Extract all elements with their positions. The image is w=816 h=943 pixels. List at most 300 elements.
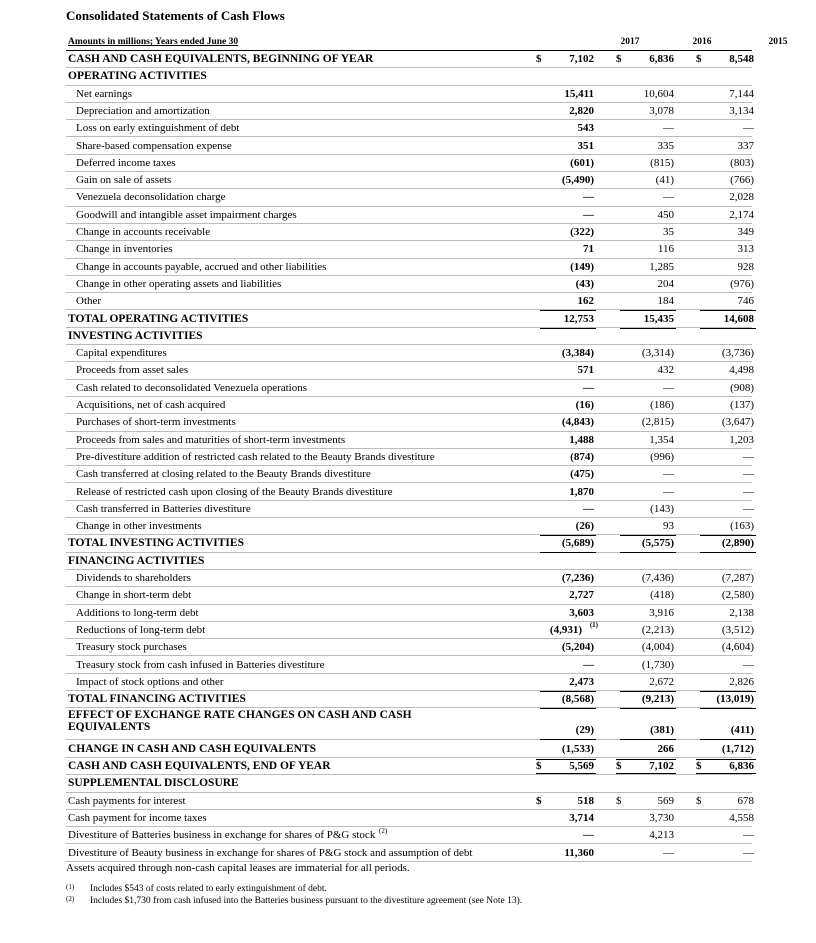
value: (137)	[730, 399, 754, 411]
value-2015	[696, 537, 756, 551]
row-label: Proceeds from sales and maturities of short-term investments	[76, 433, 346, 446]
table-row	[66, 172, 752, 189]
column-header	[66, 36, 788, 51]
value: 4,558	[729, 811, 754, 824]
value-2017	[536, 537, 596, 551]
value: (2,815)	[641, 416, 674, 429]
value-2016	[616, 434, 676, 448]
value: (3,384)	[561, 347, 594, 360]
value-2015	[696, 313, 756, 327]
value-2017	[536, 468, 596, 482]
row-label: Change in accounts payable, accrued and other liabilities	[76, 260, 327, 273]
section-heading	[66, 553, 752, 570]
value-2017	[536, 88, 596, 102]
value: (1,712)	[721, 742, 754, 755]
value: (803)	[730, 156, 754, 169]
value: 518	[577, 794, 594, 807]
value-2017	[536, 812, 596, 826]
table-row	[66, 793, 752, 810]
value-2016	[616, 537, 676, 551]
value: 2,727	[569, 589, 594, 602]
value: —	[583, 381, 594, 394]
value-2015	[696, 676, 756, 690]
value-2016	[616, 693, 676, 707]
value: —	[583, 191, 594, 204]
value-2017	[536, 451, 596, 465]
currency-symbol: $	[536, 794, 542, 807]
row-label: Change in other operating assets and liabilities	[76, 277, 282, 290]
value: 162	[577, 295, 594, 308]
row-label: Capital expenditures	[76, 347, 167, 360]
value: 543	[577, 122, 594, 135]
value: —	[663, 468, 674, 481]
value-2017	[536, 693, 596, 707]
value: 450	[657, 208, 674, 221]
value-2016	[616, 847, 676, 861]
value: 2,138	[729, 606, 754, 619]
value: —	[663, 191, 674, 204]
value-2016	[616, 759, 676, 774]
value: (5,204)	[561, 641, 594, 654]
row-label: Other	[76, 295, 102, 308]
table-row	[66, 397, 752, 414]
row-label: Change in short-term debt	[76, 589, 192, 602]
row-label: Change in other investments	[76, 520, 202, 533]
table-row	[66, 845, 752, 862]
row-label: INVESTING ACTIVITIES	[68, 329, 203, 342]
value-2016	[616, 140, 676, 154]
value: 11,360	[564, 846, 594, 859]
footnote-text: Includes $1,730 from cash infused into the Batteries business pursuant to the divestiture agreement (see Note 13).	[90, 896, 523, 906]
row-label: Change in accounts receivable	[76, 226, 211, 238]
row-label: Proceeds from asset sales	[76, 364, 189, 377]
value: 5,569	[569, 760, 594, 772]
value: —	[743, 450, 754, 463]
currency-symbol: $	[536, 760, 542, 772]
value: 3,730	[649, 811, 674, 824]
table-row	[66, 827, 752, 844]
value-2015	[696, 261, 756, 275]
table-row	[66, 380, 752, 397]
value: 3,134	[729, 104, 754, 117]
value-2016	[616, 812, 676, 826]
value-2016	[616, 589, 676, 603]
value-2015	[696, 693, 756, 707]
value-2016	[616, 399, 676, 413]
value: (601)	[570, 156, 594, 169]
row-label: Venezuela deconsolidation charge	[76, 191, 226, 204]
value: 349	[737, 226, 754, 238]
row-label: CASH AND CASH EQUIVALENTS, END OF YEAR	[68, 760, 331, 772]
row-label: Treasury stock purchases	[76, 641, 187, 654]
table-row	[66, 414, 752, 431]
table-row	[66, 587, 752, 604]
value-2016	[616, 451, 676, 465]
value: (2,213)	[641, 623, 674, 636]
section-heading	[66, 68, 752, 85]
value-2015	[696, 347, 756, 361]
value-2017	[536, 347, 596, 361]
row-label: Acquisitions, net of cash acquired	[76, 399, 226, 411]
value: (976)	[730, 277, 754, 290]
total-row	[66, 758, 752, 775]
value-2015	[696, 589, 756, 603]
value-2017	[536, 191, 596, 205]
value: (418)	[650, 589, 674, 602]
section-heading	[66, 775, 752, 792]
value: (3,314)	[641, 347, 674, 360]
year-2016: 2016	[692, 37, 712, 47]
value-2016	[616, 313, 676, 327]
row-label: TOTAL INVESTING ACTIVITIES	[68, 537, 244, 550]
value-2015	[696, 278, 756, 292]
value-2015	[696, 88, 756, 102]
value: 569	[657, 794, 674, 807]
value-2017	[536, 399, 596, 413]
value-2016	[616, 105, 676, 119]
value-2016	[616, 641, 676, 655]
value-2017	[536, 503, 596, 517]
value: (5,575)	[641, 537, 674, 550]
value-2017	[536, 209, 596, 223]
row-label: Cash transferred in Batteries divestiture	[76, 502, 251, 515]
value-2015	[696, 364, 756, 378]
table-row	[66, 570, 752, 587]
value: 184	[657, 295, 674, 308]
value: 4,498	[729, 364, 754, 377]
value-2017	[536, 847, 596, 861]
table-row	[66, 120, 752, 137]
value-2016	[616, 607, 676, 621]
row-label: CHANGE IN CASH AND CASH EQUIVALENTS	[68, 742, 317, 755]
value: 266	[657, 742, 674, 755]
value: (41)	[655, 174, 674, 187]
table-row	[66, 362, 752, 379]
table-row	[66, 293, 752, 310]
table-row	[66, 189, 752, 206]
value-2016	[616, 486, 676, 500]
value: 1,285	[649, 260, 674, 273]
value: (874)	[570, 450, 594, 463]
value-2015	[696, 105, 756, 119]
non-cash-note: Assets acquired through non-cash capital leases are immaterial for all periods.	[66, 862, 410, 874]
value-2015	[696, 607, 756, 621]
value-2015	[696, 847, 756, 861]
table-row	[66, 605, 752, 622]
footnote-ref: (2)	[379, 827, 388, 836]
value-2016	[616, 624, 676, 638]
value-2017	[536, 364, 596, 378]
footnote-ref: (1)	[589, 620, 598, 629]
value-2015	[696, 53, 756, 67]
value-2017	[536, 676, 596, 690]
value: (4,843)	[561, 416, 594, 429]
value-2017	[536, 434, 596, 448]
row-label: Additions to long-term debt	[76, 606, 199, 619]
value: (8,568)	[561, 693, 594, 706]
value: (5,490)	[561, 174, 594, 187]
value-2017	[536, 313, 596, 327]
value: 93	[663, 520, 674, 533]
table-row	[66, 241, 752, 258]
value: 4,213	[649, 829, 674, 842]
value: 6,836	[729, 760, 754, 772]
currency-symbol: $	[616, 760, 622, 772]
row-label: CASH AND CASH EQUIVALENTS, BEGINNING OF YEAR	[68, 53, 374, 65]
value: —	[583, 829, 594, 842]
value-2015	[696, 468, 756, 482]
footnote-mark: (1)	[66, 883, 75, 891]
value-2016	[616, 53, 676, 67]
currency-symbol: $	[696, 53, 702, 65]
currency-symbol: $	[616, 794, 622, 807]
table-row	[66, 639, 752, 656]
total-row	[66, 691, 752, 708]
table-row	[66, 345, 752, 362]
value: (1,533)	[561, 742, 594, 755]
value-2015	[696, 520, 756, 534]
value-2016	[616, 157, 676, 171]
value: —	[663, 846, 674, 859]
value: (29)	[575, 724, 594, 737]
value: 15,435	[643, 312, 674, 325]
table-row	[66, 138, 752, 155]
value-2015	[696, 209, 756, 223]
table-row	[66, 432, 752, 449]
row-label: Change in inventories	[76, 243, 173, 256]
row-label: Purchases of short-term investments	[76, 416, 236, 429]
value-2015	[696, 157, 756, 171]
value-2017	[536, 572, 596, 586]
value-2015	[696, 641, 756, 655]
value-2015	[696, 624, 756, 638]
row-label: TOTAL FINANCING ACTIVITIES	[68, 693, 246, 706]
value: —	[743, 468, 754, 481]
value: (4,004)	[641, 641, 674, 654]
value-2017	[536, 743, 596, 757]
value: (2,890)	[721, 537, 754, 550]
value-2017	[536, 174, 596, 188]
value-2016	[616, 829, 676, 843]
value: (26)	[575, 520, 594, 533]
value: 7,144	[729, 87, 754, 100]
value-2017	[536, 295, 596, 309]
value-2016	[616, 795, 676, 809]
value: 313	[737, 243, 754, 256]
value: —	[743, 122, 754, 135]
value-2017	[536, 105, 596, 119]
footnote	[66, 895, 522, 907]
value: 14,608	[723, 312, 754, 325]
value: (411)	[730, 724, 754, 737]
value-2016	[616, 174, 676, 188]
value-2016	[616, 226, 676, 240]
table-row	[66, 449, 752, 466]
row-label: Cash payments for interest	[68, 794, 186, 807]
value: 2,174	[729, 208, 754, 221]
value-2017	[536, 620, 598, 638]
value-2016	[616, 364, 676, 378]
row-label: Loss on early extinguishment of debt	[76, 122, 240, 135]
value-2015	[696, 451, 756, 465]
value: 351	[577, 139, 594, 152]
value-2017	[536, 157, 596, 171]
value: (766)	[730, 174, 754, 187]
value: —	[743, 829, 754, 842]
value-2015	[696, 572, 756, 586]
value: (9,213)	[641, 693, 674, 706]
value-2015	[696, 122, 756, 136]
value: 8,548	[729, 53, 754, 65]
row-label: FINANCING ACTIVITIES	[68, 554, 205, 567]
value-2016	[616, 676, 676, 690]
value: (43)	[575, 277, 594, 290]
value-2015	[696, 503, 756, 517]
table-row	[66, 466, 752, 483]
value-2016	[616, 520, 676, 534]
value: —	[583, 208, 594, 221]
footnote-mark: (2)	[66, 895, 75, 903]
value: (4,931)	[549, 623, 582, 636]
value-2016	[616, 572, 676, 586]
value-2015	[696, 795, 756, 809]
row-label: Reductions of long-term debt	[76, 623, 206, 636]
value: 3,916	[649, 606, 674, 619]
value-2016	[616, 347, 676, 361]
value-2016	[616, 724, 676, 738]
value: (16)	[575, 399, 594, 411]
value-2016	[616, 743, 676, 757]
value: (13,019)	[716, 693, 754, 706]
value-2015	[696, 829, 756, 843]
value-2017	[536, 122, 596, 136]
row-label: Goodwill and intangible asset impairment charges	[76, 208, 297, 221]
value: 1,870	[569, 485, 594, 498]
value-2015	[696, 226, 756, 240]
value-2017	[536, 243, 596, 257]
value-2017	[536, 53, 596, 67]
value: 2,672	[649, 675, 674, 688]
value: (7,436)	[641, 572, 674, 584]
table-row	[66, 622, 752, 639]
row-label: Net earnings	[76, 87, 132, 100]
value-2016	[616, 416, 676, 430]
table-row	[66, 86, 752, 103]
row-label: Dividends to shareholders	[76, 572, 191, 584]
value: —	[743, 502, 754, 515]
row-label: Divestiture of Beauty business in exchange for shares of P&G stock and assumption of debt	[68, 846, 473, 859]
value-2015	[696, 434, 756, 448]
value-2017	[536, 659, 596, 673]
value: (3,647)	[721, 416, 754, 429]
value: 3,078	[649, 104, 674, 117]
value-2015	[696, 191, 756, 205]
table-row	[66, 207, 752, 224]
table-row	[66, 657, 752, 674]
total-row	[66, 708, 752, 740]
value: 3,714	[569, 811, 594, 824]
value: (149)	[570, 260, 594, 273]
value: (186)	[650, 399, 674, 411]
total-row	[66, 51, 752, 68]
row-label: OPERATING ACTIVITIES	[68, 70, 207, 83]
value: 1,488	[569, 433, 594, 446]
value: (2,580)	[721, 589, 754, 602]
value-2015	[696, 759, 756, 774]
value-2017	[536, 589, 596, 603]
value-2017	[536, 759, 596, 774]
value: 1,203	[729, 433, 754, 446]
currency-symbol: $	[616, 53, 622, 65]
value-2015	[696, 743, 756, 757]
value-2015	[696, 659, 756, 673]
value-2016	[616, 261, 676, 275]
value: 71	[583, 243, 594, 256]
value: 337	[737, 139, 754, 152]
value-2017	[536, 795, 596, 809]
value-2016	[616, 191, 676, 205]
row-label: SUPPLEMENTAL DISCLOSURE	[68, 777, 239, 790]
value: —	[663, 122, 674, 135]
value: 12,753	[563, 312, 594, 325]
value-2016	[616, 209, 676, 223]
value: 204	[657, 277, 674, 290]
value-2015	[696, 243, 756, 257]
total-row	[66, 535, 752, 552]
row-label: Depreciation and amortization	[76, 104, 210, 117]
value: 2,826	[729, 675, 754, 688]
value: 432	[657, 364, 674, 377]
value: (5,689)	[561, 537, 594, 550]
value-2015	[696, 812, 756, 826]
row-label: Pre-divestiture addition of restricted cash related to the Beauty Brands divestiture	[76, 450, 435, 463]
value: 335	[657, 139, 674, 152]
value: 571	[577, 364, 594, 377]
value: 6,836	[649, 53, 674, 65]
row-label: Cash payment for income taxes	[68, 811, 207, 824]
value: 746	[737, 295, 754, 308]
row-label: TOTAL OPERATING ACTIVITIES	[68, 312, 249, 325]
value: 7,102	[649, 760, 674, 772]
row-label: Deferred income taxes	[76, 156, 176, 169]
value: (815)	[650, 156, 674, 169]
row-label: Cash transferred at closing related to the Beauty Brands divestiture	[76, 468, 371, 481]
value-2016	[616, 88, 676, 102]
value: (4,604)	[721, 641, 754, 654]
row-label: Share-based compensation expense	[76, 139, 232, 152]
value: —	[663, 485, 674, 498]
table-row	[66, 501, 752, 518]
value: 116	[657, 243, 674, 256]
value-2016	[616, 278, 676, 292]
value: (381)	[650, 724, 674, 737]
currency-symbol: $	[696, 794, 702, 807]
row-label: Release of restricted cash upon closing of the Beauty Brands divestiture	[76, 485, 393, 498]
value: (143)	[650, 502, 674, 515]
value-2015	[696, 724, 756, 738]
header-label: Amounts in millions; Years ended June 30	[68, 37, 239, 47]
year-2015: 2015	[768, 37, 788, 47]
value: (3,512)	[721, 623, 754, 636]
value: —	[583, 658, 594, 671]
value: (7,287)	[721, 572, 754, 584]
table-row	[66, 484, 752, 501]
total-row	[66, 311, 752, 328]
table-row	[66, 674, 752, 691]
value-2016	[616, 503, 676, 517]
value-2017	[536, 261, 596, 275]
value: 7,102	[569, 53, 594, 65]
